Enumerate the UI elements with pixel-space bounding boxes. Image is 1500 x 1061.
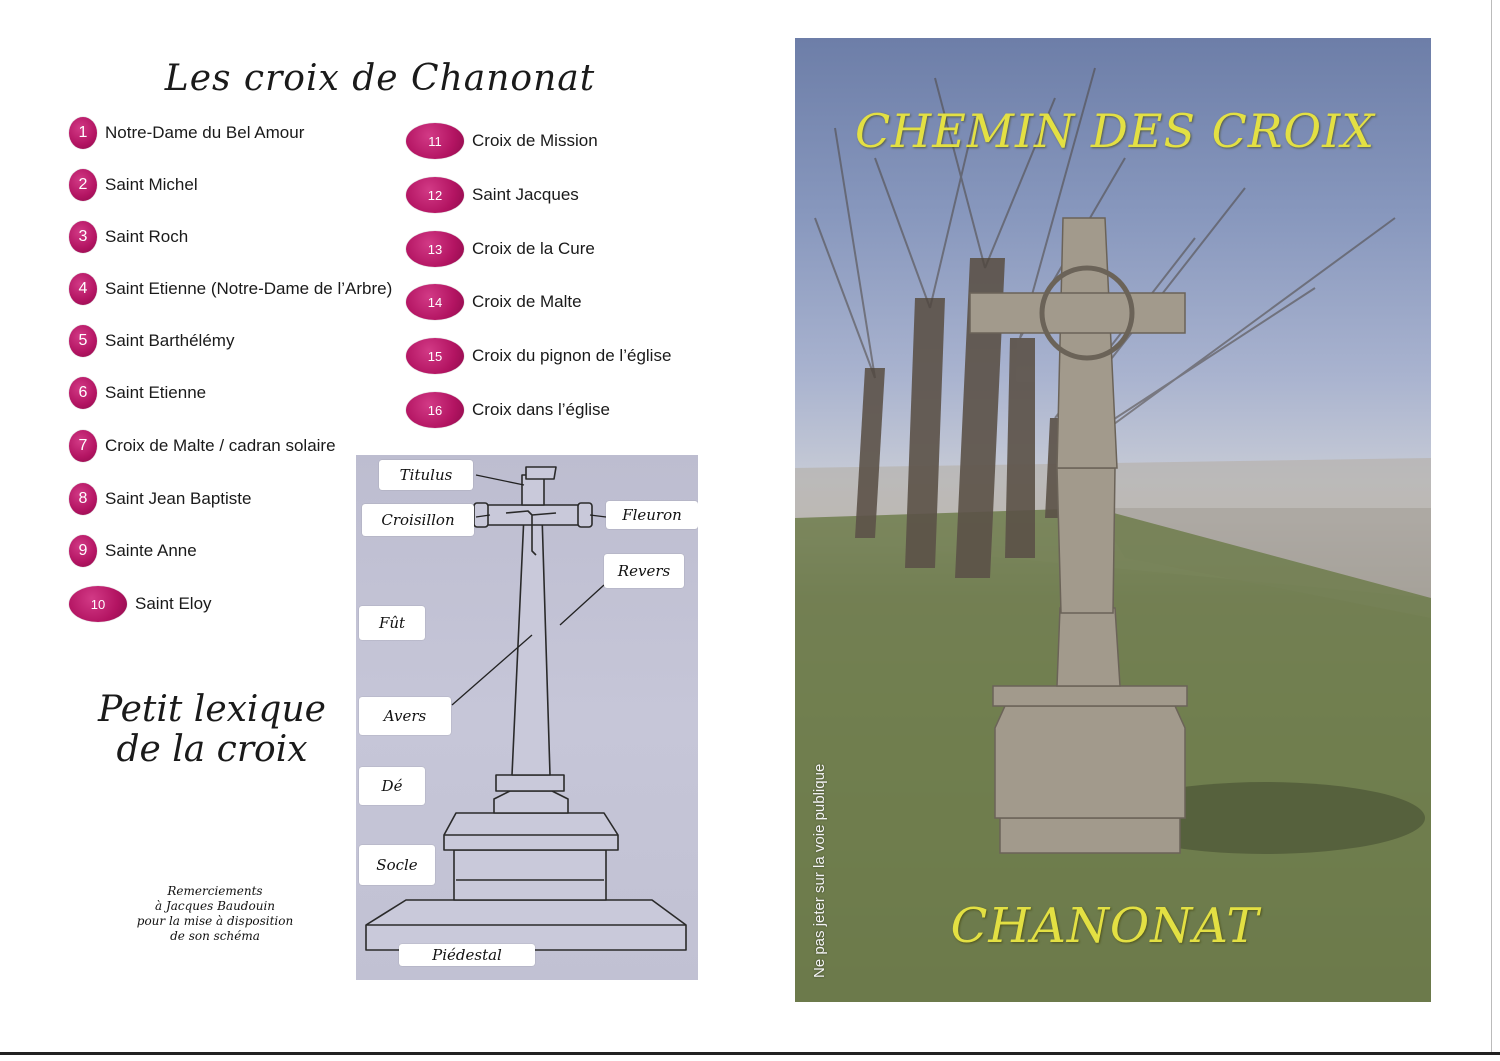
number-badge: 2 (69, 169, 97, 201)
collar-shape (496, 775, 564, 791)
main-title: Les croix de Chanonat (164, 58, 596, 99)
leader-revers (560, 585, 604, 625)
list-item (406, 123, 598, 159)
cover-photo (795, 38, 1431, 1002)
number-badge: 6 (69, 377, 97, 409)
die-shape (444, 813, 618, 850)
disposal-note: Ne pas jeter sur la voie publique (811, 763, 828, 978)
cross-name: Saint Barthélémy (105, 331, 235, 350)
list-item (69, 271, 392, 307)
titulus-block (526, 467, 556, 479)
lexique-title (82, 690, 342, 770)
lexique-title-line1: Petit lexique (98, 689, 326, 730)
page-border-right (1491, 0, 1492, 1052)
list-item (69, 428, 336, 464)
number-badge: 1 (69, 117, 97, 149)
acknowledgement-line: de son schéma (170, 929, 260, 943)
cross-name: Croix de Mission (472, 131, 598, 150)
leader-titulus (476, 475, 524, 485)
acknowledgement-line: à Jacques Baudouin (154, 899, 276, 913)
cross-name: Croix de la Cure (472, 239, 595, 258)
cross-name: Saint Jean Baptiste (105, 489, 252, 508)
number-badge: 14 (406, 284, 464, 320)
number-badge: 12 (406, 177, 464, 213)
acknowledgement-line: pour la mise à disposition (136, 914, 294, 928)
shaft-shape (512, 515, 550, 775)
number-badge: 13 (406, 231, 464, 267)
label-croisillon: Croisillon (362, 504, 474, 536)
cover-town: CHANONAT (950, 898, 1260, 954)
lexique-title-line2: de la croix (116, 729, 308, 770)
number-badge: 8 (69, 483, 97, 515)
cross-name: Croix du pignon de l’église (472, 346, 672, 365)
cross-name: Saint Etienne (Notre-Dame de l’Arbre) (105, 279, 393, 298)
list-item (69, 323, 234, 359)
cross-name: Saint Roch (105, 227, 189, 246)
number-badge: 3 (69, 221, 97, 253)
label-piedestal: Piédestal (399, 944, 535, 966)
moulding-shape (494, 791, 568, 813)
page-border-bottom (0, 1052, 1500, 1055)
list-item (406, 338, 671, 374)
list-item (69, 481, 251, 517)
list-item (406, 284, 582, 320)
number-badge: 16 (406, 392, 464, 428)
cover-title: CHEMIN DES CROIX (854, 104, 1376, 158)
base-shape (454, 850, 606, 900)
list-item (406, 177, 579, 213)
cross-name: Saint Michel (105, 175, 198, 194)
label-avers: Avers (359, 697, 451, 735)
label-socle: Socle (359, 845, 435, 885)
list-item (69, 167, 198, 203)
list-item (69, 533, 197, 569)
label-de: Dé (359, 767, 425, 805)
number-badge: 5 (69, 325, 97, 357)
list-item (406, 392, 610, 428)
cross-name: Notre-Dame du Bel Amour (105, 123, 305, 142)
number-badge: 4 (69, 273, 97, 305)
list-item (69, 586, 212, 622)
cross-name: Saint Eloy (135, 594, 212, 613)
label-revers: Revers (604, 554, 684, 588)
label-titulus: Titulus (379, 460, 473, 490)
acknowledgement (110, 884, 320, 944)
list-item (69, 115, 304, 151)
cross-name: Saint Jacques (472, 185, 579, 204)
number-badge: 15 (406, 338, 464, 374)
list-item (406, 231, 595, 267)
acknowledgement-line: Remerciements (167, 884, 263, 898)
number-badge: 7 (69, 430, 97, 462)
label-fut: Fût (359, 606, 425, 640)
number-badge: 9 (69, 535, 97, 567)
list-item (69, 219, 188, 255)
cross-name: Croix dans l’église (472, 400, 610, 419)
number-badge: 11 (406, 123, 464, 159)
number-badge: 10 (69, 586, 127, 622)
cross-name: Saint Etienne (105, 383, 207, 402)
cross-name: Croix de Malte (472, 292, 582, 311)
cross-name: Croix de Malte / cadran solaire (105, 436, 336, 455)
fleuron-right (578, 503, 592, 527)
list-item (69, 375, 206, 411)
cross-diagram (356, 455, 698, 980)
landscape-illustration (795, 38, 1431, 1002)
cross-name: Sainte Anne (105, 541, 197, 560)
label-fleuron: Fleuron (606, 501, 698, 529)
